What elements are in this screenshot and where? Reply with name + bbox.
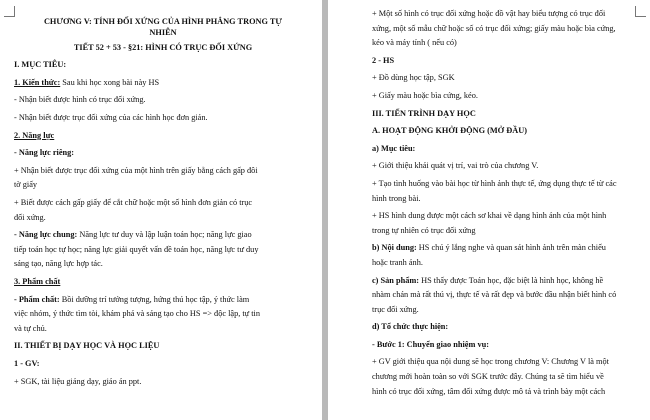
objectives-heading: I. MỤC TIÊU: [14,60,67,70]
product-line [372,275,638,286]
goal-item: + Giới thiệu khái quát vị trí, vai trò của chương V. [372,161,539,171]
quality-text: và tự chủ. [14,323,47,333]
goal-item: + HS hình dung được một cách sơ khai về dạng hình ảnh của một hình [372,211,607,221]
chapter-title-continued: NHIÊN [149,28,177,38]
goal-label: a) Mục tiêu: [372,143,416,153]
teacher-item: xứng, một số mẫu chữ hoặc số có trục đối xứng; giấy màu hoặc bìa cứng, [372,23,616,33]
chapter-title: CHƯƠNG V: TÍNH ĐỐI XỨNG CỦA HÌNH PHẲNG TRONG TỰ [43,17,283,26]
quality-label: - Phẩm chất: [14,294,60,304]
student-item: + Giấy màu hoặc bìa cứng, kéo. [372,90,478,100]
knowledge-label: 1. Kiến thức: [14,77,61,87]
crop-mark-top-left [4,6,15,17]
content-label: b) Nội dung: [372,243,417,253]
product-text: HS thấy được Toán học, đặc biệt là hình học, không hề [419,275,604,285]
knowledge-line [14,77,312,88]
general-competence-text: tiếp toán học tự học; năng lực giải quyết vấn đề toán học, năng lực tư duy [14,244,259,254]
content-text: hoặc tranh ảnh. [372,257,423,267]
crop-mark-top-right [635,6,646,17]
general-competence-text: Năng lực tư duy và lập luận toán học; năng lực giao [77,230,252,240]
equipment-heading: II. THIẾT BỊ DẠY HỌC VÀ HỌC LIỆU [14,341,160,351]
student-label: 2 - HS [372,55,395,65]
general-competence-label: - Năng lực chung: [14,230,78,240]
knowledge-text: Sau khi học xong bài này HS [60,77,160,87]
teacher-item: kéo và máy tính ( nếu có) [372,38,457,48]
teacher-item: + SGK, tài liệu giảng dạy, giáo án ppt. [14,376,142,386]
specific-competence-label: - Năng lực riêng: [14,148,75,158]
step1-label: - Bước 1: Chuyển giao nhiệm vụ: [372,339,489,349]
process-heading: III. TIẾN TRÌNH DẠY HỌC [372,108,476,118]
step1-text: hình có trục đối xứng, tâm đối xứng được mô tả và trình bày một cách [372,386,606,396]
specific-competence-item: + Biết được cách gấp giấy để cắt chữ hoặc một số hình đơn giản có trục [14,198,253,208]
quality-heading: 3. Phẩm chất [14,277,61,286]
content-text: HS chú ý lắng nghe và quan sát hình ảnh trên màn chiếu [416,243,606,253]
organization-label: d) Tổ chức thực hiện: [372,322,449,332]
knowledge-item: - Nhận biết được trục đối xứng của các hình học đơn giản. [14,113,208,123]
goal-item: hình trong bài. [372,193,421,203]
step1-text: chương mới hoàn toàn so với SGK trước đây. Chúng ta sẽ tìm hiểu về [372,372,604,382]
product-text: nhàm chán mà rất thú vị, thực tế và rất đẹp và bước đầu nhận biết hình có [372,290,617,300]
specific-competence-item: + Nhận biết được trục đối xứng của một hình trên giấy bằng cách gấp đôi [14,165,258,175]
competence-heading: 2. Năng lực [14,130,55,140]
product-text: trục đối xứng. [372,304,419,314]
activity-heading: A. HOẠT ĐỘNG KHỞI ĐỘNG (MỞ ĐẦU) [372,126,527,136]
knowledge-item: - Nhận biết được hình có trục đối xứng. [14,95,146,105]
teacher-item: + Một số hình có trục đối xứng hoặc đồ vật hay biểu tượng có trục đối [372,9,606,18]
goal-item: + Tạo tình huống vào bài học từ hình ảnh thực tế, ứng dụng thực tế từ các [372,178,617,188]
specific-competence-item: tờ giấy [14,180,38,190]
lesson-title: TIẾT 52 + 53 - §21: HÌNH CÓ TRỤC ĐỐI XỨNG [73,42,253,52]
general-competence-line [14,229,312,240]
goal-item: trong tự nhiên có trục đối xứng [372,225,476,235]
quality-text: việc nhóm, ý thức tìm tòi, khám phá và sáng tạo cho HS => độc lập, tự tin [14,309,261,319]
student-item: + Đồ dùng học tập, SGK [372,73,455,83]
product-label: c) Sản phẩm: [372,275,420,285]
content-line [372,242,638,253]
quality-line [14,294,312,305]
document-page-left [0,0,322,420]
teacher-label: 1 - GV: [14,358,40,368]
general-competence-text: sáng tạo, năng lực hợp tác. [14,259,103,269]
quality-text: Bồi dưỡng trí tưởng tượng, hứng thú học tập, ý thức làm [59,294,250,304]
document-page-right [328,0,650,420]
step1-text: + GV giới thiệu qua nội dung sẽ học trong chương V: Chương V là một [372,357,609,367]
specific-competence-item: đối xứng. [14,212,46,222]
